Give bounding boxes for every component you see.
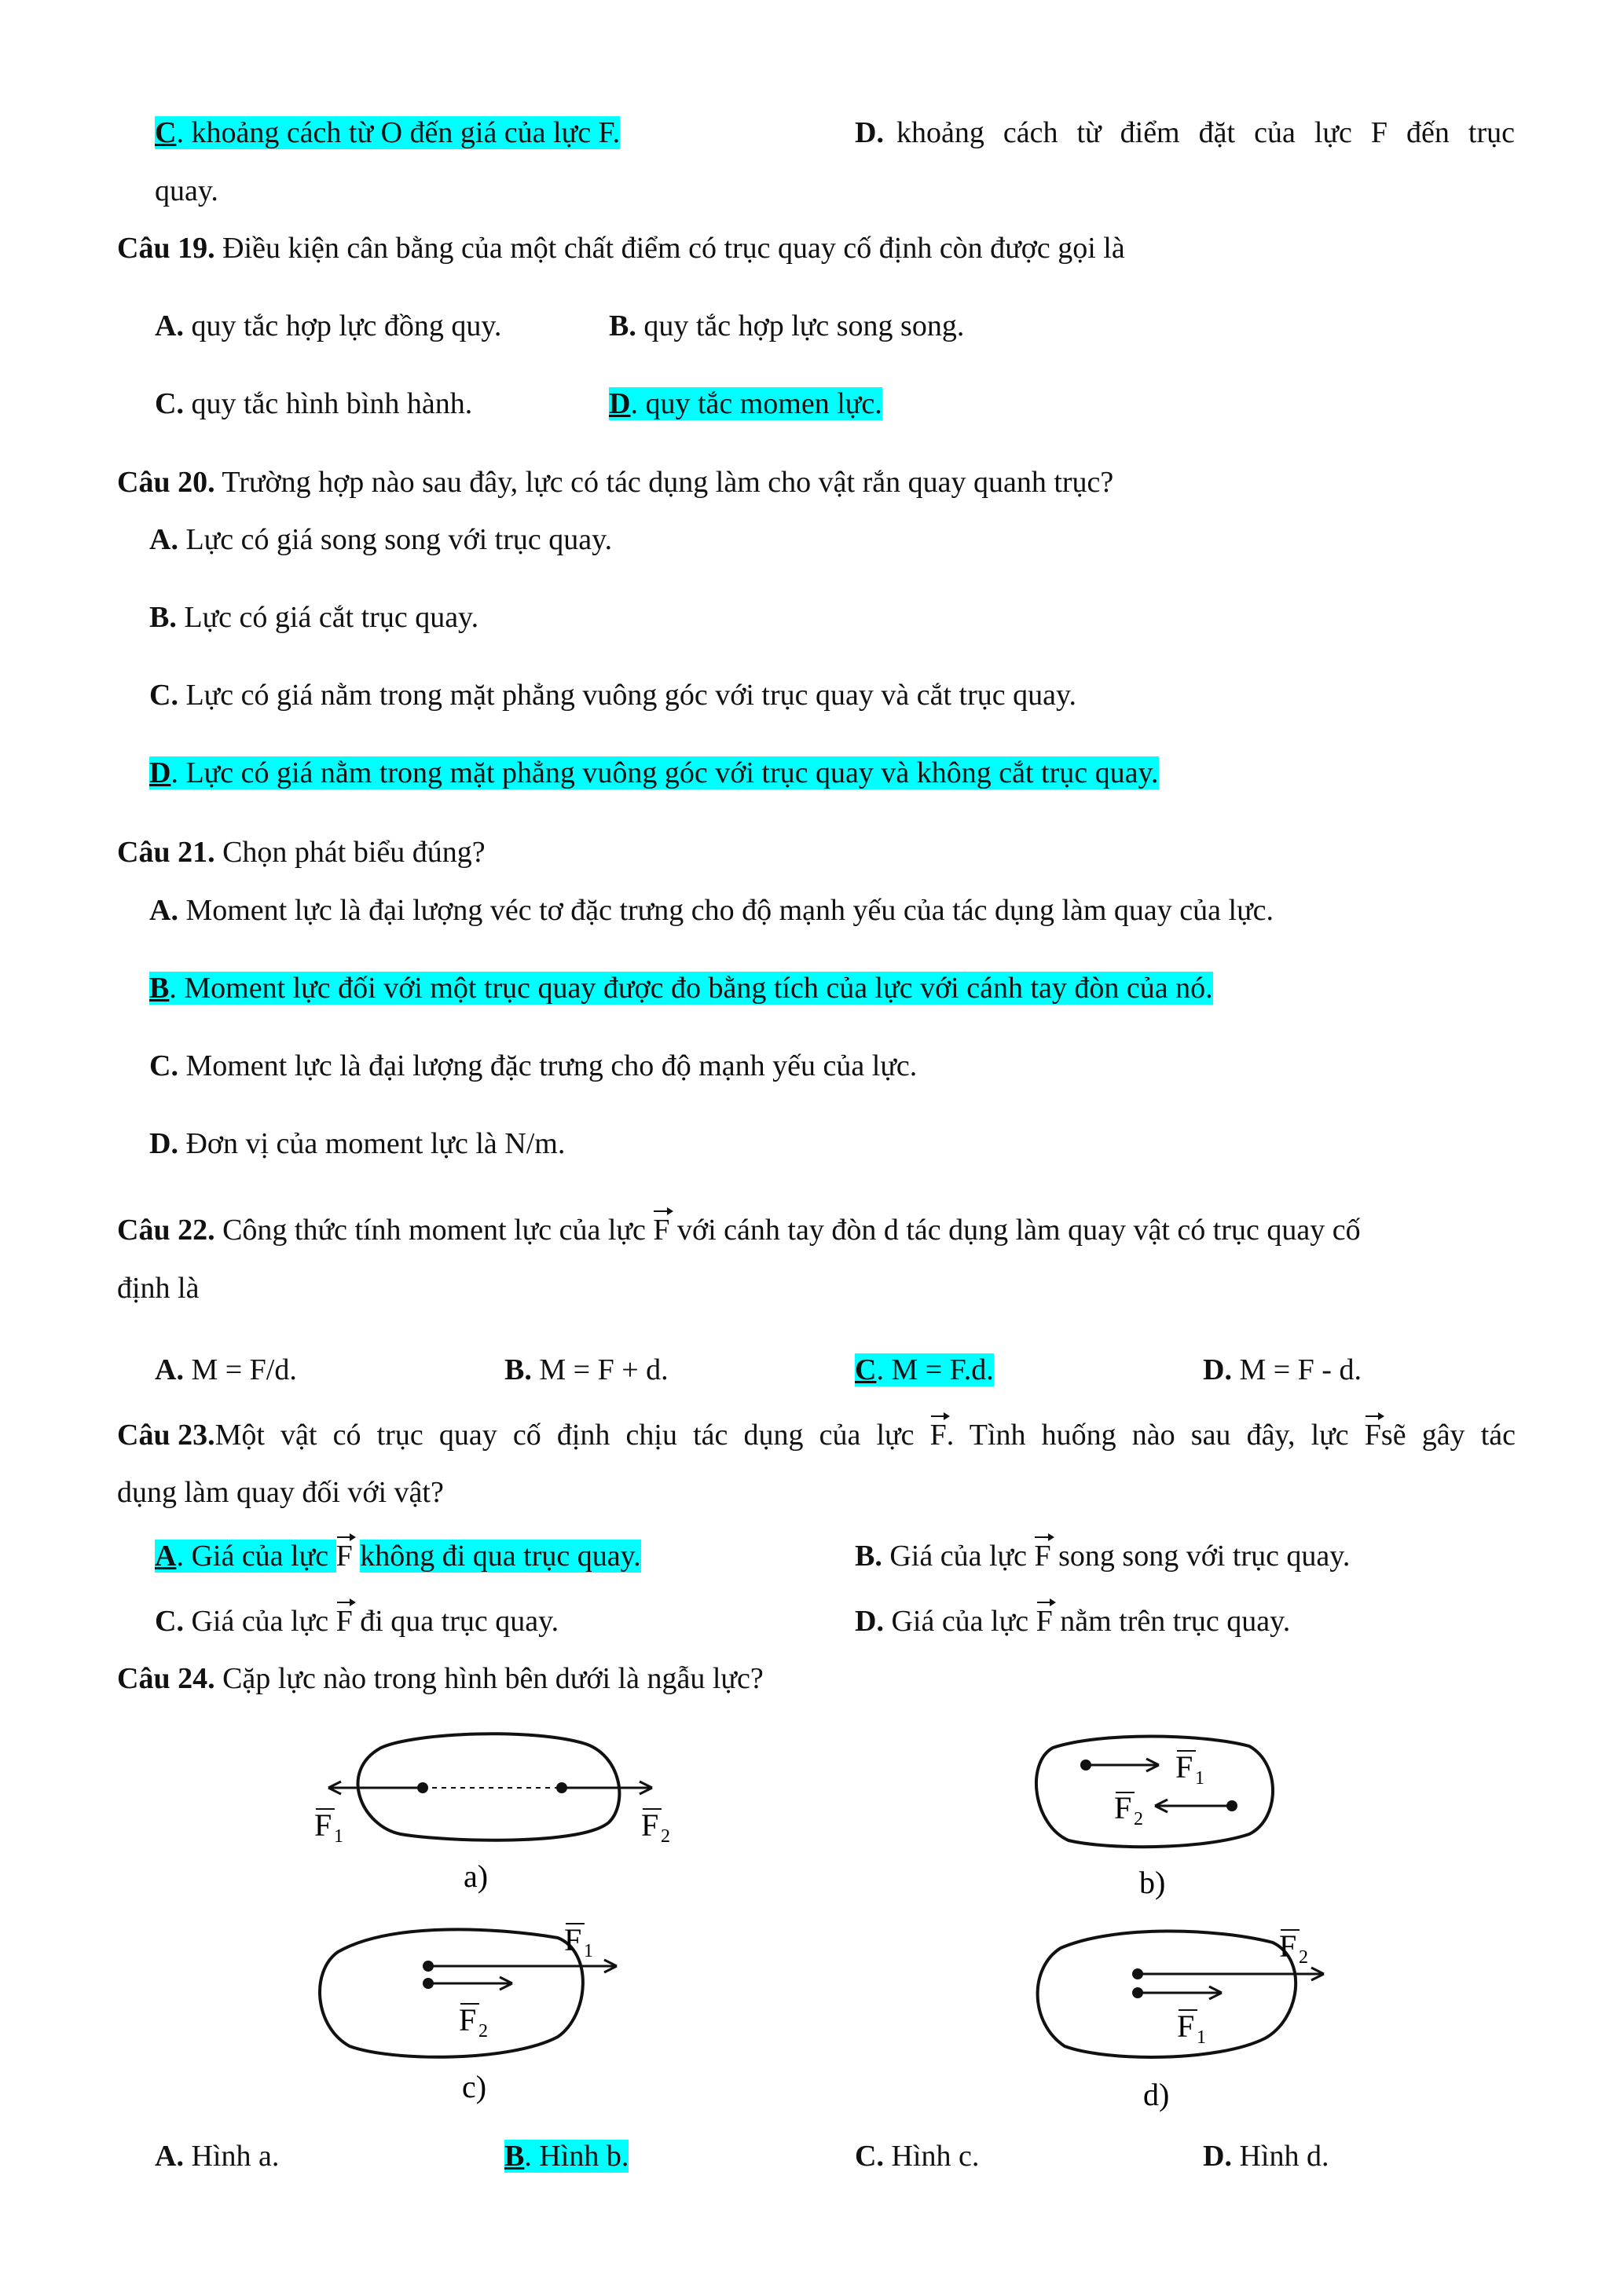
question-text-part: Một vật có trục quay cố định chịu tác dụng của lực [214, 1419, 930, 1452]
option-18d-continuation: quay. [155, 174, 218, 207]
figure-b [1021, 1724, 1296, 1913]
force-vector-symbol: F [1036, 1605, 1053, 1638]
option-letter: C [155, 116, 177, 149]
option-text: Đơn vị của moment lực là N/m. [178, 1127, 566, 1160]
label-f1: F [564, 1922, 582, 1957]
option-text: khoảng cách từ điểm đặt của lực F đến trục [896, 116, 1515, 149]
label-f1-subscript: 1 [1197, 2027, 1206, 2048]
option-letter: D. [855, 1605, 884, 1638]
option-20a [149, 525, 612, 555]
option-letter: B [504, 2140, 525, 2173]
option-letter: C. [149, 679, 178, 712]
label-f2-subscript: 2 [1134, 1809, 1143, 1829]
option-letter: B. [149, 601, 177, 634]
option-text: nằm trên trục quay. [1052, 1605, 1291, 1638]
option-letter: C [855, 1353, 877, 1386]
option-20d-answer [149, 758, 1159, 788]
figure-c [306, 1905, 636, 2117]
option-letter: D. [855, 116, 884, 149]
caption-b: b) [1139, 1865, 1166, 1900]
option-20b [149, 602, 478, 632]
label-f2: F [459, 2002, 477, 2038]
label-f2-subscript: 2 [661, 1826, 670, 1847]
option-text: Lực có giá song song với trục quay. [178, 523, 613, 556]
option-letter: C. [855, 2140, 884, 2173]
option-letter: B. [855, 1540, 882, 1573]
option-letter: D [149, 756, 171, 789]
question-text: Điều kiện cân bằng của một chất điểm có trục quay cố định còn được gọi là [214, 232, 1125, 265]
rigid-body-outline [320, 1929, 583, 2056]
option-text: M = F/d. [183, 1353, 297, 1386]
option-text: . Moment lực đối với một trục quay được đo bằng tích của lực với cánh tay đòn của nó. [169, 972, 1213, 1005]
option-text: M = F + d. [531, 1353, 669, 1386]
label-f2-subscript: 2 [1299, 1947, 1308, 1968]
figure-a [306, 1724, 699, 1921]
question-23-continuation: dụng làm quay đối với vật? [117, 1476, 444, 1509]
question-text: Chọn phát biểu đúng? [214, 836, 486, 869]
option-text: Lực có giá cắt trục quay. [176, 601, 479, 634]
option-24a [155, 2141, 279, 2171]
option-text: đi qua trục quay. [352, 1605, 559, 1638]
label-f1-subscript: 1 [334, 1826, 343, 1847]
option-letter: C. [155, 1605, 184, 1638]
option-24b-answer [504, 2141, 629, 2171]
question-label: Câu 20. [117, 466, 215, 499]
force-vector-symbol: F [929, 1419, 947, 1452]
question-label: Câu 24. [117, 1662, 215, 1695]
option-22b [504, 1355, 669, 1385]
force-vector-symbol: F [335, 1605, 353, 1638]
option-19a [155, 311, 501, 341]
option-letter: D. [149, 1127, 178, 1160]
option-text: quy tắc hợp lực song song. [636, 309, 965, 342]
option-19d-answer [609, 389, 882, 419]
option-letter: B. [609, 309, 636, 342]
option-text: Moment lực là đại lượng véc tơ đặc trưng cho độ mạnh yếu của tác dụng làm quay của lực. [178, 894, 1274, 927]
option-23c [155, 1606, 559, 1636]
option-21b-answer [149, 973, 1213, 1003]
option-text: Hình c. [883, 2140, 980, 2173]
option-text: Giá của lực [882, 1540, 1035, 1573]
force-vector-symbol: F [1364, 1419, 1381, 1452]
label-f2: F [641, 1807, 659, 1843]
label-f1: F [1177, 2009, 1195, 2044]
option-text: . khoảng cách từ O đến giá của lực F. [176, 116, 621, 149]
label-f1-subscript: 1 [584, 1941, 593, 1961]
option-text: . Lực có giá nằm trong mặt phẳng vuông góc với trục quay và không cắt trục quay. [170, 756, 1159, 789]
option-letter: A [155, 1540, 177, 1573]
option-text: quy tắc hợp lực đồng quy. [183, 309, 502, 342]
question-text-part: . Tình huống nào sau đây, lực [946, 1419, 1365, 1452]
option-text: không đi qua trục quay. [360, 1540, 641, 1573]
rigid-body-outline [1038, 1931, 1296, 2056]
question-label: Câu 22. [117, 1214, 215, 1247]
option-23d [855, 1606, 1290, 1636]
option-21d [149, 1129, 565, 1159]
option-text: quy tắc hình bình hành. [183, 387, 473, 420]
question-text [215, 1420, 1516, 1450]
option-22a [155, 1355, 297, 1385]
option-letter: C. [155, 387, 184, 420]
option-letter: D. [1203, 1353, 1232, 1386]
question-21 [117, 837, 486, 867]
option-text: Giá của lực [883, 1605, 1036, 1638]
option-text: Moment lực là đại lượng đặc trưng cho độ mạnh yếu của lực. [178, 1049, 918, 1082]
caption-c: c) [462, 2069, 487, 2104]
question-label: Câu 19. [117, 232, 215, 265]
caption-d: d) [1143, 2077, 1170, 2112]
question-text-part: sẽ gây tác [1380, 1419, 1516, 1452]
option-letter: B [149, 972, 170, 1005]
option-letter: D. [1203, 2140, 1232, 2173]
label-f1: F [1175, 1749, 1193, 1785]
option-text: song song với trục quay. [1050, 1540, 1351, 1573]
question-20 [117, 467, 1113, 497]
option-text: Hình a. [183, 2140, 280, 2173]
option-letter: B. [504, 1353, 532, 1386]
question-label: Câu 21. [117, 836, 215, 869]
question-22-continuation: định là [117, 1272, 200, 1305]
force-vector-symbol: F [1034, 1540, 1051, 1573]
caption-a: a) [464, 1858, 489, 1894]
figure-d [1021, 1905, 1351, 2117]
question-24 [117, 1664, 764, 1694]
label-f2: F [1279, 1928, 1297, 1964]
option-18d [855, 118, 1515, 148]
label-f1-subscript: 1 [1195, 1768, 1204, 1789]
option-22c-answer [855, 1355, 994, 1385]
option-letter: A. [155, 2140, 184, 2173]
label-f2-subscript: 2 [478, 2021, 488, 2041]
question-19 [117, 233, 1125, 263]
option-24d [1203, 2141, 1329, 2171]
label-f1: F [314, 1807, 332, 1843]
option-19c [155, 389, 472, 419]
option-text: Giá của lực [183, 1605, 336, 1638]
option-text: . quy tắc momen lực. [630, 387, 882, 420]
question-text: Công thức tính moment lực của lực [214, 1214, 654, 1247]
question-label: Câu 23. [117, 1419, 215, 1452]
force-vector-symbol: F [335, 1540, 353, 1573]
option-letter: A. [149, 523, 178, 556]
option-letter: A. [149, 894, 178, 927]
option-20c [149, 680, 1076, 710]
option-text: Lực có giá nằm trong mặt phẳng vuông góc với trục quay và cắt trục quay. [178, 679, 1076, 712]
question-text: Trường hợp nào sau đây, lực có tác dụng làm cho vật rắn quay quanh trục? [214, 466, 1114, 499]
option-18c [155, 118, 620, 148]
question-text: với cánh tay đòn d tác dụng làm quay vật có trục quay cố [669, 1214, 1361, 1247]
option-text: . Hình b. [524, 2140, 629, 2173]
option-text: M = F - d. [1231, 1353, 1362, 1386]
option-letter: C. [149, 1049, 178, 1082]
option-21c [149, 1051, 917, 1081]
option-letter: D [609, 387, 631, 420]
option-letter: A. [155, 309, 184, 342]
option-23b [855, 1541, 1350, 1571]
option-text: Hình d. [1231, 2140, 1329, 2173]
question-23 [117, 1420, 1516, 1450]
question-text: Cặp lực nào trong hình bên dưới là ngẫu lực? [214, 1662, 764, 1695]
option-text: . Giá của lực [176, 1540, 336, 1573]
rigid-body-outline [1036, 1737, 1273, 1847]
option-text: . M = F.d. [876, 1353, 994, 1386]
question-22 [117, 1215, 1361, 1245]
option-22d [1203, 1355, 1362, 1385]
option-19b [609, 311, 964, 341]
option-24c [855, 2141, 979, 2171]
force-vector-symbol: F [653, 1214, 670, 1247]
option-23a-answer [155, 1541, 641, 1571]
option-letter: A. [155, 1353, 184, 1386]
label-f2: F [1114, 1790, 1132, 1825]
option-21a [149, 895, 1274, 925]
